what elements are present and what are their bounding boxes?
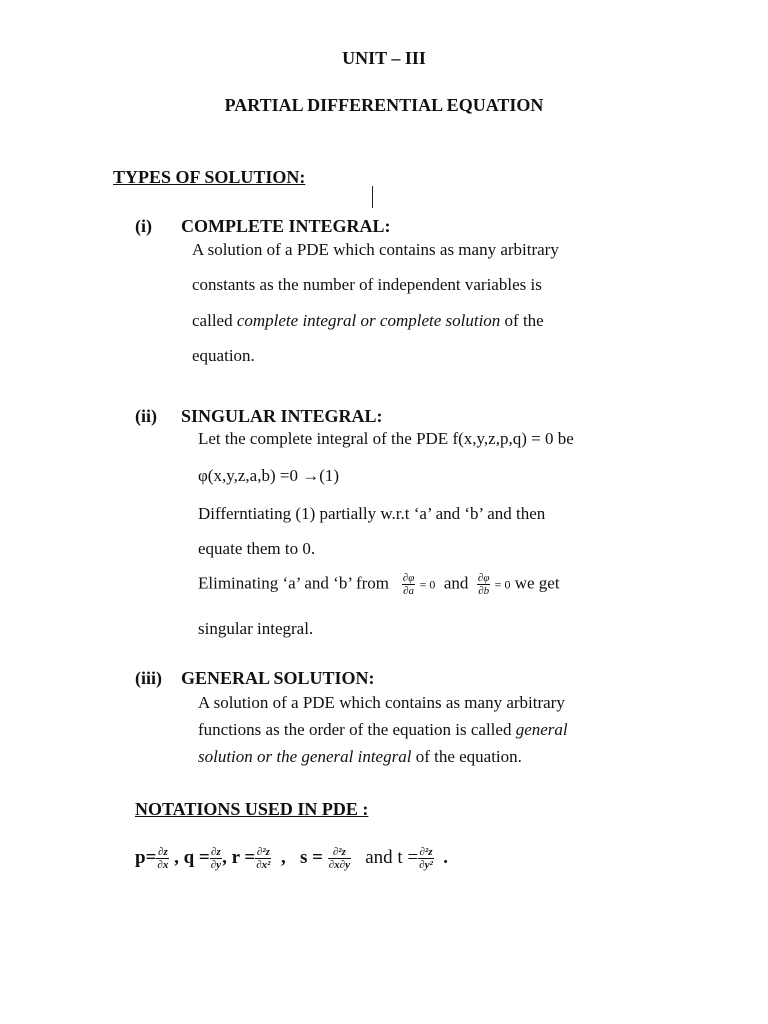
singular-integral-heading: SINGULAR INTEGRAL: [181,406,383,426]
complete-line-3-post: of the [500,311,544,330]
r-label: , r = [222,846,256,868]
fraction-numerator: ∂φ [402,572,415,584]
and-text: and [365,846,393,868]
fraction-numerator: ∂z [158,846,168,858]
general-solution-heading: GENERAL SOLUTION: [181,668,375,688]
fraction-denominator: ∂x∂y [328,859,350,871]
fraction-numerator: ∂²z [256,846,270,858]
s-label: s = [299,846,323,868]
partial-phi-a-fraction [402,572,416,597]
terminal-period: . [443,846,449,868]
types-heading: TYPES OF SOLUTION: [113,167,306,187]
text-cursor [372,186,373,208]
fraction-numerator: ∂²z [419,846,433,858]
and-text: and [443,573,469,593]
fraction-numerator: ∂z [211,846,221,858]
complete-line-3-pre: called [192,311,237,330]
complete-line-4: equation. [192,346,255,365]
singular-elimination-line [198,572,560,597]
page-title: PARTIAL DIFFERENTIAL EQUATION [224,95,544,115]
general-line-3-text: of the equation. [411,747,522,766]
complete-line-3-emphasis: complete integral or complete solution [236,311,501,330]
p-label: p= [135,846,157,868]
separator-comma: , [280,846,286,868]
fraction-denominator: ∂a [403,585,415,597]
complete-line-1: A solution of a PDE which contains as many arbitrary [192,240,559,259]
s-fraction [328,846,351,871]
section-number-iii: (iii) [135,668,162,688]
unit-title: UNIT – III [342,48,426,68]
elimination-text: Eliminating ‘a’ and ‘b’ from [198,573,390,593]
singular-line-2: φ(x,y,z,a,b) =0 →(1) [198,466,340,485]
general-line-2-emphasis: general [515,720,568,739]
singular-line-4: equate them to 0. [198,539,316,558]
singular-line-1: Let the complete integral of the PDE f(x,y,z,p,q) = 0 be [198,429,574,448]
general-line-1: A solution of a PDE which contains as many arbitrary [198,693,565,712]
p-fraction [156,846,169,871]
notations-heading: NOTATIONS USED IN PDE : [135,799,369,819]
q-fraction [210,846,222,871]
fraction-denominator: ∂y² [419,859,433,871]
notations-formula-line [135,846,448,871]
fraction-numerator: ∂²z [332,846,346,858]
t-label: t = [397,846,419,868]
general-line-2-text: functions as the order of the equation is called [198,720,516,739]
general-line-2 [198,720,568,740]
equals-zero: = 0 [494,577,511,592]
complete-line-3 [192,311,544,331]
general-line-3 [198,747,522,767]
equals-zero: = 0 [419,577,436,592]
fraction-numerator: ∂φ [477,572,490,584]
fraction-denominator: ∂y [210,859,222,871]
section-number-i: (i) [135,216,152,236]
singular-line-6: singular integral. [198,619,314,638]
complete-line-2: constants as the number of independent variables is [192,275,542,294]
r-fraction [255,846,271,871]
general-line-3-emphasis: solution or the general integral [198,747,412,766]
t-fraction [418,846,434,871]
q-label: , q = [174,846,210,868]
fraction-denominator: ∂x² [256,859,271,871]
fraction-denominator: ∂x [157,859,169,871]
fraction-denominator: ∂b [478,585,490,597]
section-number-ii: (ii) [135,406,157,426]
complete-integral-heading: COMPLETE INTEGRAL: [181,216,391,236]
partial-phi-b-fraction [477,572,491,597]
we-get-text: we get [514,573,560,593]
singular-line-3: Differntiating (1) partially w.r.t ‘a’ and ‘b’ and then [198,504,546,523]
